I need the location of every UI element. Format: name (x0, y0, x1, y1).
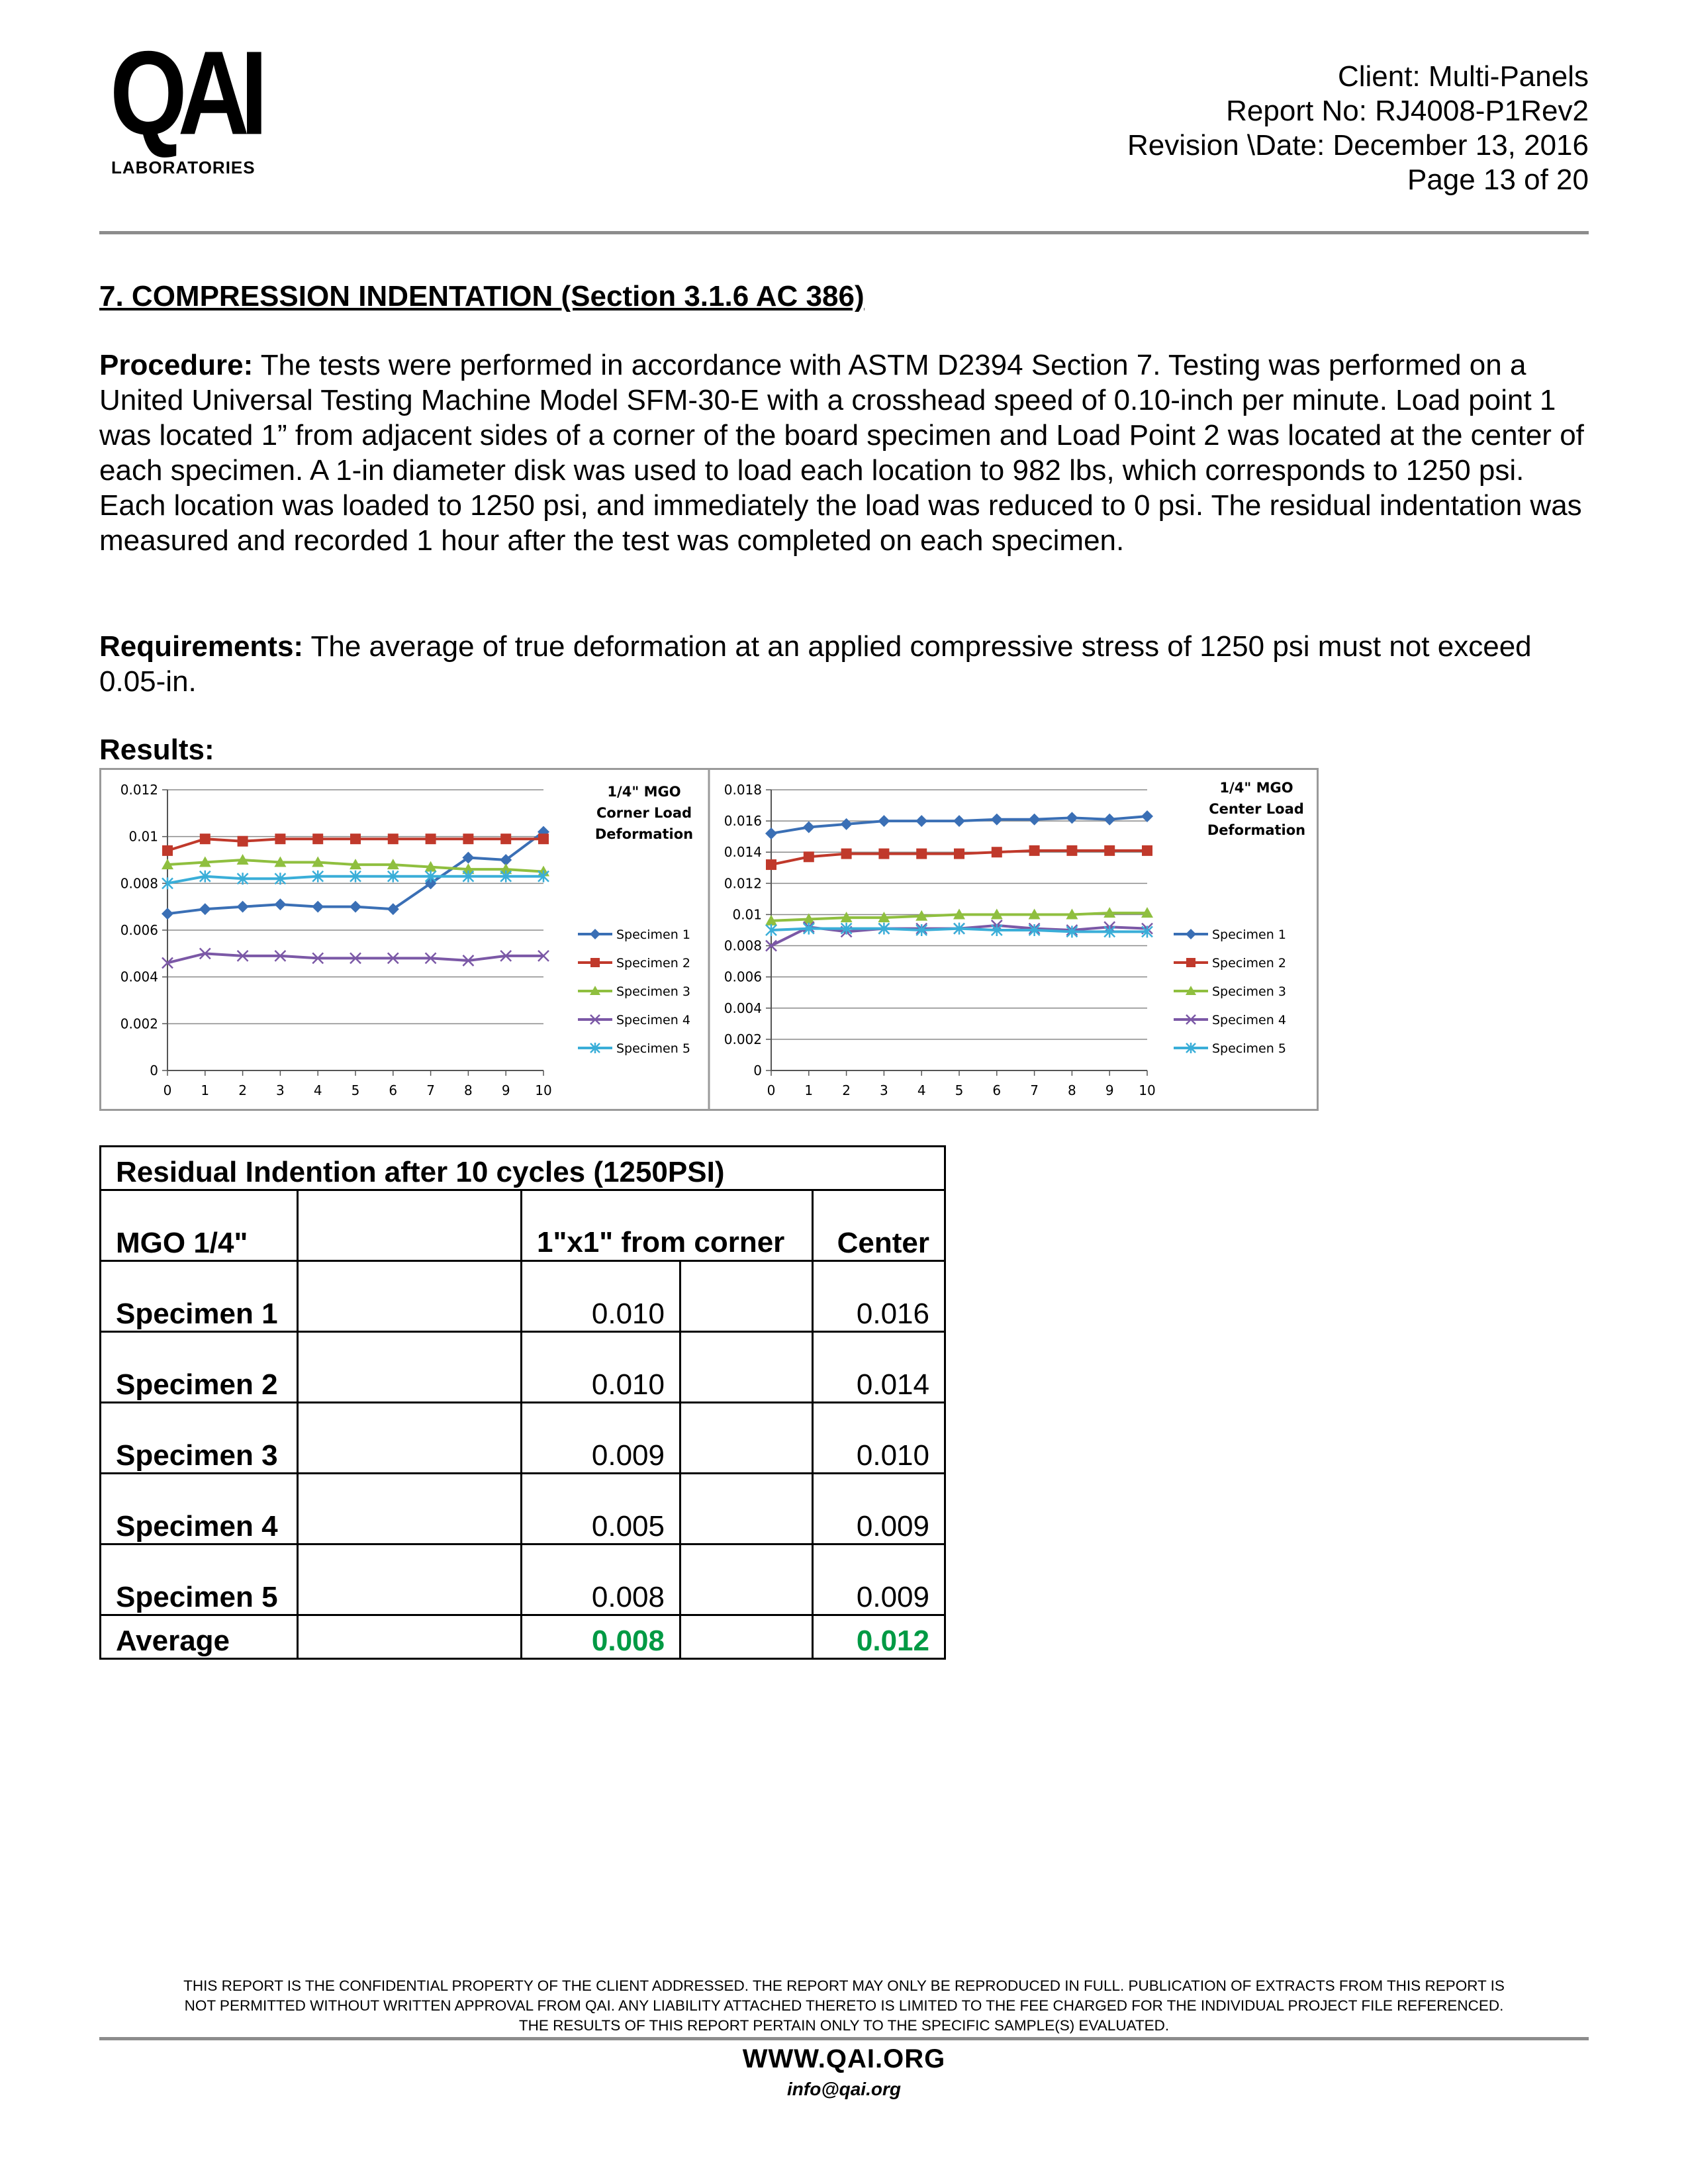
x-tick-label: 9 (1105, 1082, 1114, 1098)
y-tick-label: 0.004 (724, 1000, 762, 1016)
header-mgo: MGO 1/4" (101, 1190, 298, 1261)
legend-label: Specimen 5 (1212, 1041, 1286, 1056)
requirements-paragraph (99, 629, 1595, 699)
header-corner: 1"x1" from corner (522, 1190, 813, 1261)
x-tick-label: 4 (313, 1082, 322, 1098)
requirements-text: The average of true deformation at an applied compressive stress of 1250 psi must not exceed 0.05-in. (99, 630, 1532, 698)
row-corner-value: 0.010 (522, 1332, 680, 1403)
series-2 (766, 845, 1152, 870)
row-center-value: 0.016 (813, 1261, 945, 1332)
data-point (1103, 814, 1115, 826)
data-point (1029, 845, 1040, 856)
data-point (992, 847, 1002, 857)
legend-entry (578, 984, 690, 999)
data-point (350, 901, 361, 913)
header-client: Client: Multi-Panels (1337, 60, 1589, 93)
x-tick-label: 6 (389, 1082, 398, 1098)
data-point (500, 833, 511, 844)
data-point (312, 833, 323, 844)
data-point (590, 929, 600, 939)
chart-title-line: Center Load (1209, 801, 1304, 817)
legend-entry (578, 1041, 690, 1056)
chart-title-line: Deformation (1207, 822, 1306, 838)
data-point (765, 828, 777, 839)
legend-label: Specimen 4 (1212, 1013, 1286, 1027)
data-point (238, 836, 248, 847)
chart-title-line: Deformation (594, 826, 694, 842)
data-point (162, 908, 173, 920)
series-4 (162, 948, 549, 968)
table-row (101, 1332, 945, 1403)
data-point (841, 849, 852, 859)
x-tick-label: 4 (917, 1082, 926, 1098)
row-label: Specimen 3 (101, 1403, 298, 1474)
row-blank (298, 1544, 522, 1615)
average-center: 0.012 (813, 1615, 945, 1659)
row-blank (298, 1332, 522, 1403)
header-page: Page 13 of 20 (1407, 164, 1589, 196)
data-point (463, 833, 473, 844)
data-point (804, 851, 814, 862)
row-center-value: 0.009 (813, 1544, 945, 1615)
x-tick-label: 1 (201, 1082, 210, 1098)
requirements-label: Requirements: (99, 630, 304, 663)
data-point (916, 849, 927, 859)
legend-label: Specimen 2 (1212, 956, 1286, 971)
chart-title-line: 1/4" MGO (607, 784, 681, 800)
row-blank-2 (680, 1261, 813, 1332)
row-blank (298, 1261, 522, 1332)
y-tick-label: 0.008 (724, 937, 762, 954)
data-point (1066, 812, 1078, 824)
header-rule (99, 231, 1589, 234)
data-point (991, 814, 1003, 826)
data-point (1186, 958, 1196, 967)
x-tick-label: 2 (842, 1082, 851, 1098)
y-tick-label: 0.004 (120, 969, 158, 985)
average-label: Average (101, 1615, 298, 1659)
average-blank-2 (680, 1615, 813, 1659)
data-point (350, 833, 361, 844)
data-point (878, 815, 890, 827)
disclaimer-line-1: THIS REPORT IS THE CONFIDENTIAL PROPERTY OF THE CLIENT ADDRESSED. THE REPORT MAY ONLY BE REPRODUCED IN FULL. PUBLICATION OF EXTRACTS FROM THIS REPORT IS (183, 1977, 1505, 1994)
y-tick-label: 0 (150, 1063, 158, 1078)
y-tick-label: 0.002 (724, 1031, 762, 1047)
data-point (590, 958, 600, 967)
data-point (388, 833, 399, 844)
procedure-label: Procedure: (99, 349, 254, 381)
row-label: Specimen 1 (101, 1261, 298, 1332)
row-blank-2 (680, 1474, 813, 1544)
x-tick-label: 3 (880, 1082, 888, 1098)
legend-label: Specimen 4 (616, 1013, 690, 1027)
data-point (1186, 929, 1196, 939)
footer-website[interactable]: WWW.QAI.ORG (742, 2044, 946, 2073)
row-center-value: 0.014 (813, 1332, 945, 1403)
x-tick-label: 7 (426, 1082, 435, 1098)
data-point (538, 833, 549, 844)
charts-svg (101, 770, 1317, 1109)
report-header (1127, 60, 1589, 197)
x-tick-label: 10 (1139, 1082, 1156, 1098)
footer-email[interactable]: info@qai.org (787, 2079, 901, 2099)
series-5 (162, 871, 549, 890)
legend-label: Specimen 1 (1212, 927, 1286, 942)
legend-label: Specimen 1 (616, 927, 690, 942)
table-row (101, 1403, 945, 1474)
table-row (101, 1474, 945, 1544)
logo-subtitle: LABORATORIES (111, 158, 256, 177)
x-tick-label: 9 (501, 1082, 510, 1098)
x-tick-label: 8 (1068, 1082, 1076, 1098)
data-point (803, 822, 815, 833)
average-corner: 0.008 (522, 1615, 680, 1659)
row-center-value: 0.010 (813, 1403, 945, 1474)
table-header-row (101, 1190, 945, 1261)
data-point (275, 833, 285, 844)
footer-disclaimer (99, 1976, 1589, 2036)
logo-mark: QAI (110, 26, 259, 160)
data-point (162, 845, 173, 856)
series-1 (765, 810, 1153, 839)
table-title: Residual Indention after 10 cycles (1250PSI) (101, 1147, 945, 1190)
data-point (915, 815, 927, 827)
data-point (841, 818, 853, 830)
chart-1 (120, 782, 693, 1098)
legend-entry (578, 956, 690, 971)
row-blank-2 (680, 1544, 813, 1615)
disclaimer-line-3: THE RESULTS OF THIS REPORT PERTAIN ONLY TO THE SPECIFIC SAMPLE(S) EVALUATED. (518, 2017, 1170, 2034)
row-center-value: 0.009 (813, 1474, 945, 1544)
x-tick-label: 5 (955, 1082, 964, 1098)
row-label: Specimen 4 (101, 1474, 298, 1544)
x-tick-label: 3 (276, 1082, 285, 1098)
legend-entry (1174, 1013, 1286, 1027)
header-blank (298, 1190, 522, 1261)
procedure-paragraph (99, 348, 1595, 558)
table-row (101, 1544, 945, 1615)
x-tick-label: 8 (464, 1082, 473, 1098)
qai-logo (110, 26, 259, 185)
row-blank (298, 1403, 522, 1474)
legend-label: Specimen 3 (1212, 984, 1286, 999)
data-point (954, 849, 964, 859)
header-report-no: Report No: RJ4008-P1Rev2 (1226, 95, 1589, 127)
residual-indention-table (99, 1145, 946, 1660)
y-tick-label: 0 (753, 1063, 762, 1078)
y-tick-label: 0.002 (120, 1016, 158, 1032)
row-blank (298, 1474, 522, 1544)
data-point (200, 833, 211, 844)
legend-entry (578, 1013, 690, 1027)
x-tick-label: 2 (238, 1082, 247, 1098)
row-corner-value: 0.010 (522, 1261, 680, 1332)
results-charts-panel (99, 768, 1319, 1111)
row-corner-value: 0.005 (522, 1474, 680, 1544)
legend-entry (1174, 927, 1286, 942)
procedure-text: The tests were performed in accordance with ASTM D2394 Section 7. Testing was performed on a United Universal Testing Machine Model SFM-30-E with a crosshead speed of 0.10-inch per minute. Load point 1 was located 1” from adjacent sides of a corner of the board specimen and Load Point 2 was located at the center of each specimen. A 1-in diameter disk was used to load each location to 982 lbs, which corresponds to 1250 psi. Each location was loaded to 1250 psi, and immediately the load was reduced to 0 psi. The residual indentation was measured and recorded 1 hour after the test was completed on each specimen. (99, 349, 1584, 557)
y-tick-label: 0.012 (724, 875, 762, 892)
data-point (237, 901, 249, 913)
header-center: Center (813, 1190, 945, 1261)
y-tick-label: 0.006 (724, 969, 762, 985)
chart-title-line: Corner Load (596, 805, 692, 821)
row-blank-2 (680, 1403, 813, 1474)
y-tick-label: 0.018 (724, 782, 762, 798)
x-tick-label: 1 (804, 1082, 814, 1098)
data-point (1029, 814, 1041, 826)
legend-label: Specimen 5 (616, 1041, 690, 1056)
chart-title-line: 1/4" MGO (1219, 780, 1293, 796)
y-tick-label: 0.01 (128, 828, 158, 845)
table-title-row (101, 1147, 945, 1190)
table-average-row (101, 1615, 945, 1659)
legend-entry (1174, 1041, 1286, 1056)
row-label: Specimen 5 (101, 1544, 298, 1615)
data-point (312, 901, 324, 913)
results-label: Results: (99, 734, 214, 766)
legend-entry (1174, 984, 1286, 999)
data-point (274, 898, 286, 910)
row-corner-value: 0.009 (522, 1403, 680, 1474)
disclaimer-line-2: NOT PERMITTED WITHOUT WRITTEN APPROVAL FROM QAI. ANY LIABILITY ATTACHED THERETO IS LIMITED TO THE FEE CHARGED FOR THE INDIVIDUAL PROJECT FILE REFERENCED. (184, 1997, 1504, 2014)
y-tick-label: 0.008 (120, 875, 158, 892)
x-tick-label: 6 (992, 1082, 1002, 1098)
data-point (1104, 845, 1115, 856)
data-point (426, 833, 436, 844)
x-tick-label: 0 (163, 1082, 172, 1098)
row-blank-2 (680, 1332, 813, 1403)
x-tick-label: 7 (1030, 1082, 1039, 1098)
y-tick-label: 0.006 (120, 922, 158, 938)
footer-rule (99, 2037, 1589, 2040)
section-title: 7. COMPRESSION INDENTATION (Section 3.1.6 AC 386) (99, 280, 865, 312)
data-point (1142, 845, 1152, 856)
y-tick-label: 0.012 (120, 782, 158, 798)
chart-2 (724, 780, 1305, 1098)
x-tick-label: 5 (351, 1082, 360, 1098)
row-label: Specimen 2 (101, 1332, 298, 1403)
row-corner-value: 0.008 (522, 1544, 680, 1615)
data-point (766, 859, 776, 870)
x-tick-label: 0 (767, 1082, 776, 1098)
legend-entry (578, 927, 690, 942)
legend-label: Specimen 2 (616, 956, 690, 971)
data-point (878, 849, 889, 859)
data-point (1141, 810, 1153, 822)
data-point (953, 815, 965, 827)
data-point (1066, 845, 1077, 856)
y-tick-label: 0.01 (732, 906, 762, 923)
data-point (199, 903, 211, 915)
average-blank (298, 1615, 522, 1659)
legend-entry (1174, 956, 1286, 971)
y-tick-label: 0.014 (724, 844, 762, 861)
y-tick-label: 0.016 (724, 813, 762, 830)
header-revision: Revision \Date: December 13, 2016 (1127, 129, 1589, 162)
legend-label: Specimen 3 (616, 984, 690, 999)
table-row (101, 1261, 945, 1332)
x-tick-label: 10 (535, 1082, 552, 1098)
